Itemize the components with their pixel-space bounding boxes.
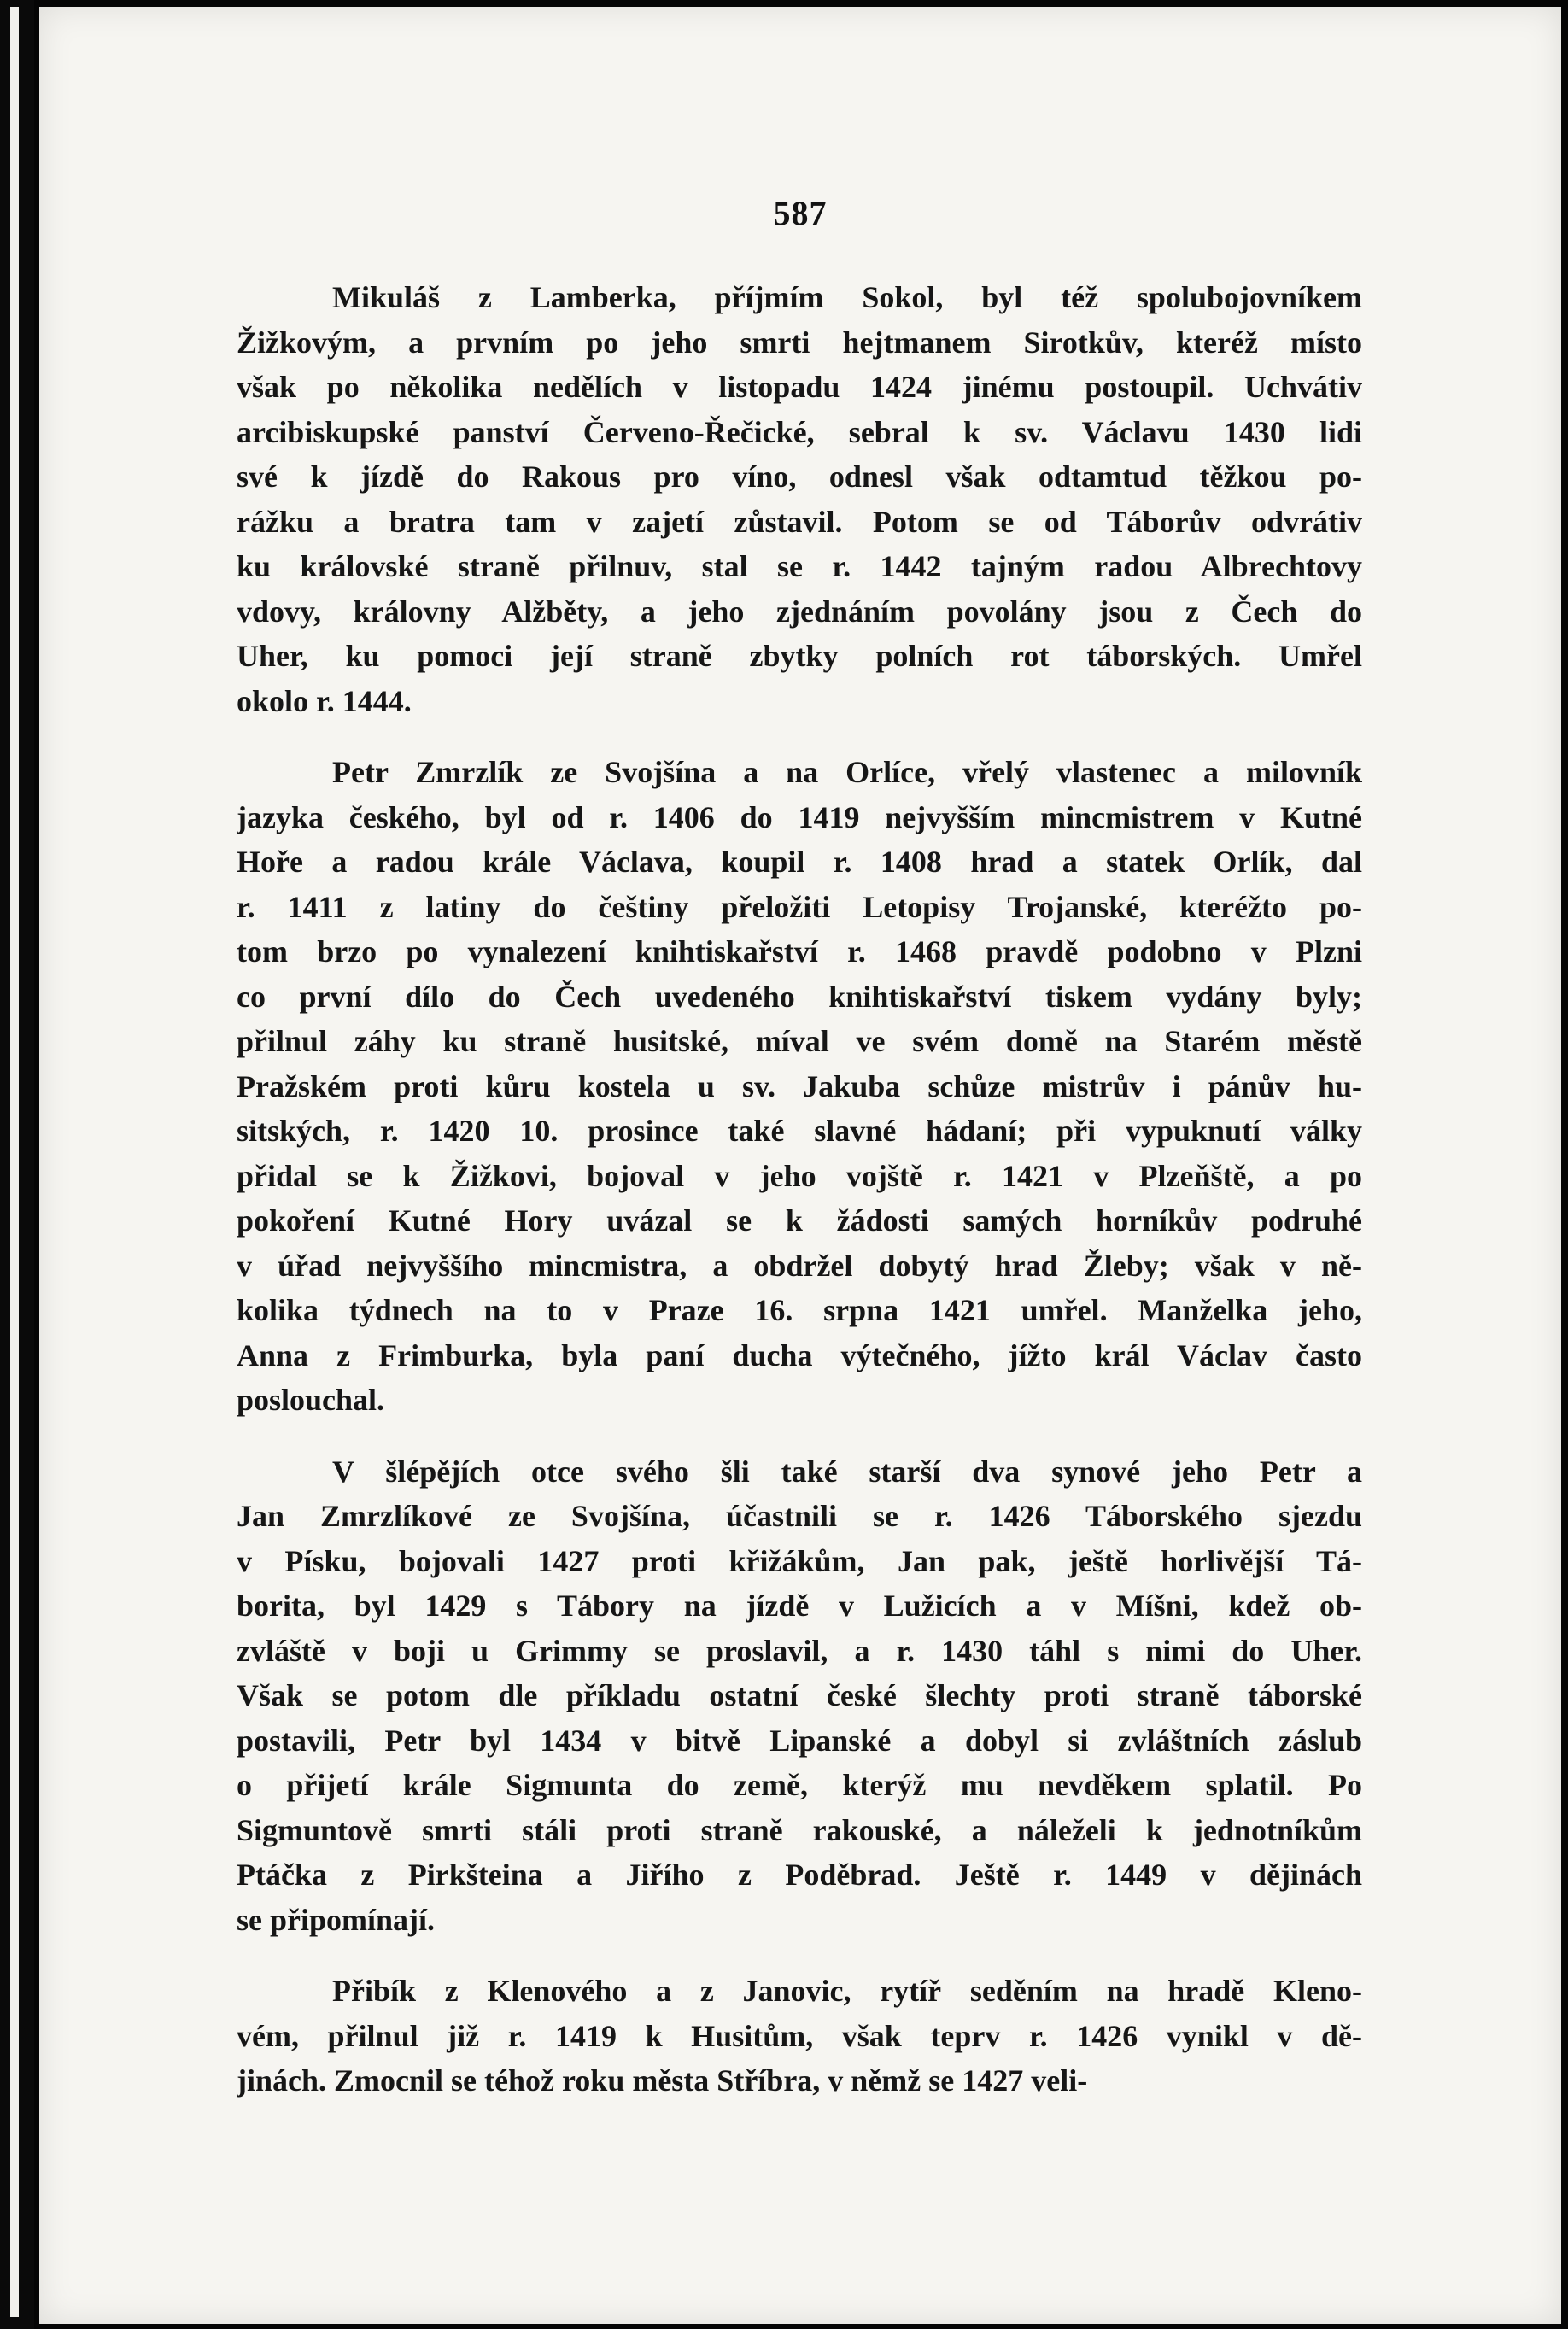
text-line: Sigmuntově smrti stáli proti straně rakouské, a náleželi k jednotníkům xyxy=(237,1812,1362,1847)
text-line: sitských, r. 1420 10. prosince také slavné hádaní; při vypuknutí války xyxy=(237,1114,1362,1148)
text-line: okolo r. 1444. xyxy=(237,683,412,718)
text-line: přilnul záhy ku straně husitské, míval ve svém domě na Starém městě xyxy=(237,1024,1362,1058)
text-line: Však se potom dle příkladu ostatní české šlechty proti straně táborské xyxy=(237,1678,1362,1712)
body-text xyxy=(237,275,1362,2130)
previous-page-edge xyxy=(10,7,19,2317)
text-line: o přijetí krále Sigmunta do země, kterýž mu nevděkem splatil. Po xyxy=(237,1768,1362,1802)
text-line: v Písku, bojovali 1427 proti křižákům, Jan pak, ještě horlivější Tá- xyxy=(237,1543,1362,1578)
text-line: Anna z Frimburka, byla paní ducha výtečného, jížto král Václav často xyxy=(237,1337,1362,1372)
text-line: poslouchal. xyxy=(237,1383,385,1417)
page-number: 587 xyxy=(773,194,828,232)
text-line: Petr Zmrzlík ze Svojšína a na Orlíce, vřelý vlastenec a milovník xyxy=(332,755,1362,789)
paragraph xyxy=(237,275,1362,723)
text-line: co první dílo do Čech uvedeného knihtiskařství tiskem vydány byly; xyxy=(237,979,1362,1014)
text-line: v úřad nejvyššího mincmistra, a obdržel dobytý hrad Žleby; však v ně- xyxy=(237,1248,1362,1283)
left-scan-border xyxy=(0,0,34,2329)
paragraph xyxy=(237,750,1362,1423)
text-line: se připomínají. xyxy=(237,1902,436,1937)
text-line: V šlépějích otce svého šli také starší dva synové jeho Petr a xyxy=(332,1454,1362,1489)
text-line: rážku a bratra tam v zajetí zůstavil. Potom se od Táborův odvrátiv xyxy=(237,504,1362,539)
text-line: borita, byl 1429 s Tábory na jízdě v Lužicích a v Míšni, kdež ob- xyxy=(237,1589,1362,1623)
text-line: arcibiskupské panství Červeno-Řečické, sebral k sv. Václavu 1430 lidi xyxy=(237,414,1362,449)
text-line: tom brzo po vynalezení knihtiskařství r. 1468 pravdě podobno v Plzni xyxy=(237,934,1362,968)
text-line: však po několika nedělích v listopadu 1424 jinému postoupil. Uchvátiv xyxy=(237,370,1362,404)
text-line: vém, přilnul již r. 1419 k Husitům, však teprv r. 1426 vynikl v dě- xyxy=(237,2018,1362,2053)
text-line: ku královské straně přilnuv, stal se r. 1442 tajným radou Albrechtovy xyxy=(237,549,1362,583)
text-line: jinách. Zmocnil se téhož roku města Stříbra, v němž se 1427 veli- xyxy=(237,2063,1088,2098)
book-page xyxy=(39,7,1561,2324)
text-line: Pražském proti kůru kostela u sv. Jakuba schůze mistrův i pánův hu- xyxy=(237,1068,1362,1103)
text-line: Přibík z Klenového a z Janovic, rytíř seděním na hradě Kleno- xyxy=(332,1974,1362,2008)
text-line: Žižkovým, a prvním po jeho smrti hejtmanem Sirotkův, kteréž místo xyxy=(237,325,1362,360)
text-line: Uher, ku pomoci její straně zbytky polních rot táborských. Umřel xyxy=(237,639,1362,673)
text-line: vdovy, královny Alžběty, a jeho zjednáním povolány jsou z Čech do xyxy=(237,594,1362,629)
text-line: přidal se k Žižkovi, bojoval v jeho vojště r. 1421 v Plzeňště, a po xyxy=(237,1158,1362,1193)
paragraph xyxy=(237,1969,1362,2104)
text-line: Hoře a radou krále Václava, koupil r. 1408 hrad a statek Orlík, dal xyxy=(237,845,1362,879)
text-line: jazyka českého, byl od r. 1406 do 1419 nejvyšším mincmistrem v Kutné xyxy=(237,799,1362,834)
text-line: Ptáčka z Pirkšteina a Jiřího z Poděbrad. Ještě r. 1449 v dějinách xyxy=(237,1858,1362,1892)
text-line: své k jízdě do Rakous pro víno, odnesl však odtamtud těžkou po- xyxy=(237,459,1362,494)
text-line: pokoření Kutné Hory uvázal se k žádosti samých horníkův podruhé xyxy=(237,1203,1362,1238)
text-line: postavili, Petr byl 1434 v bitvě Lipanské a dobyl si zvláštních záslub xyxy=(237,1723,1362,1758)
paragraph xyxy=(237,1449,1362,1943)
text-line: kolika týdnech na to v Praze 16. srpna 1421 umřel. Manželka jeho, xyxy=(237,1293,1362,1327)
text-line: r. 1411 z latiny do češtiny přeložiti Letopisy Trojanské, kteréžto po- xyxy=(237,889,1362,924)
text-line: Jan Zmrzlíkové ze Svojšína, účastnili se r. 1426 Táborského sjezdu xyxy=(237,1499,1362,1533)
text-line: zvláště v boji u Grimmy se proslavil, a r. 1430 táhl s nimi do Uher. xyxy=(237,1633,1362,1668)
text-line: Mikuláš z Lamberka, příjmím Sokol, byl též spolubojovníkem xyxy=(332,280,1362,314)
